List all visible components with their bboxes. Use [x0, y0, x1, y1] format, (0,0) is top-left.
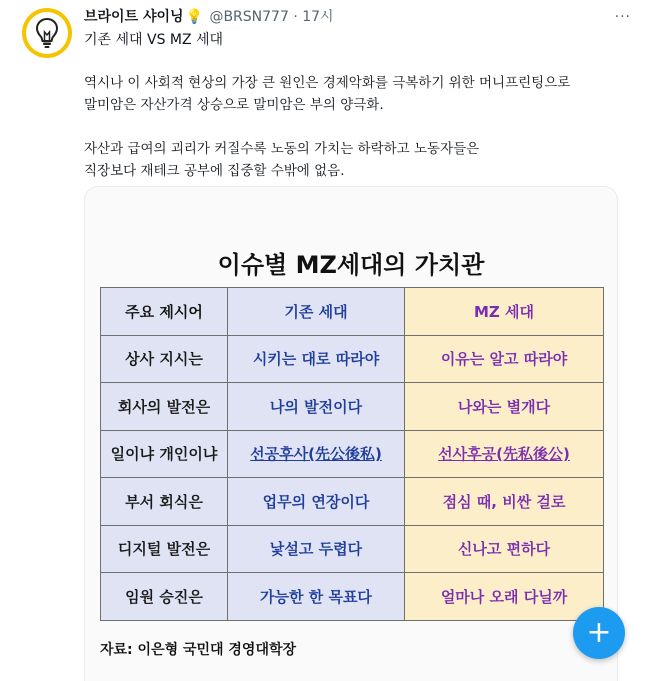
old-generation-value: 가능한 한 목표다 — [228, 573, 405, 621]
header-keyword: 주요 제시어 — [101, 288, 228, 336]
image-title: 이슈별 MZ세대의 가치관 — [217, 251, 485, 279]
old-generation-value: 업무의 연장이다 — [228, 478, 405, 526]
table-row — [101, 335, 604, 383]
handle[interactable]: @BRSN777 — [209, 9, 289, 25]
tweet-image[interactable] — [84, 186, 618, 681]
mz-generation-value: 선사후공(先私後公) — [405, 430, 604, 478]
mz-generation-value: 점심 때, 비싼 걸로 — [405, 478, 604, 526]
table-header-row — [101, 288, 604, 336]
lightbulb-icon — [26, 12, 68, 54]
tweet-title: 기존 세대 VS MZ 세대 — [84, 32, 224, 48]
tweet-header — [84, 7, 334, 27]
more-options-icon[interactable]: ··· — [614, 9, 631, 25]
row-keyword: 상사 지시는 — [101, 335, 228, 383]
display-name[interactable]: 브라이트 샤이닝 — [84, 9, 184, 25]
compose-plus-icon: + — [586, 615, 612, 650]
compose-button[interactable] — [573, 607, 625, 659]
row-keyword: 임원 승진은 — [101, 573, 228, 621]
dot-separator: · — [293, 9, 298, 25]
avatar[interactable] — [22, 8, 72, 58]
row-keyword: 디지털 발전은 — [101, 525, 228, 573]
header-old-generation: 기존 세대 — [228, 288, 405, 336]
mz-generation-value: 나와는 별개다 — [405, 383, 604, 431]
table-row — [101, 525, 604, 573]
image-source-credit: 자료: 이은형 국민대 경영대학장 — [100, 642, 297, 658]
table-row — [101, 573, 604, 621]
values-table — [100, 287, 604, 621]
old-generation-value: 선공후사(先公後私) — [228, 430, 405, 478]
table-row — [101, 478, 604, 526]
row-keyword: 회사의 발전은 — [101, 383, 228, 431]
old-generation-value: 시키는 대로 따라야 — [228, 335, 405, 383]
mz-generation-value: 신나고 편하다 — [405, 525, 604, 573]
row-keyword: 부서 회식은 — [101, 478, 228, 526]
tweet-body: 역시나 이 사회적 현상의 가장 큰 원인은 경제악화를 극복하기 위한 머니프린팅으로 말미암은 자산가격 상승으로 말미암은 부의 양극화. 자산과 급여의 괴리가 커질수록 노동의 가치는 하락하고 노동자들은 직장보다 재테크 공부에 집중할 수밖에 없음. — [84, 75, 571, 179]
mz-generation-value: 이유는 알고 따라야 — [405, 335, 604, 383]
table-row — [101, 430, 604, 478]
timestamp[interactable]: 17시 — [302, 9, 334, 25]
header-mz-generation: MZ 세대 — [405, 288, 604, 336]
old-generation-value: 낯설고 두렵다 — [228, 525, 405, 573]
row-keyword: 일이냐 개인이냐 — [101, 430, 228, 478]
old-generation-value: 나의 발전이다 — [228, 383, 405, 431]
mz-generation-value: 얼마나 오래 다닐까 — [405, 573, 604, 621]
table-row — [101, 383, 604, 431]
lightbulb-emoji-icon: 💡 — [185, 9, 203, 25]
